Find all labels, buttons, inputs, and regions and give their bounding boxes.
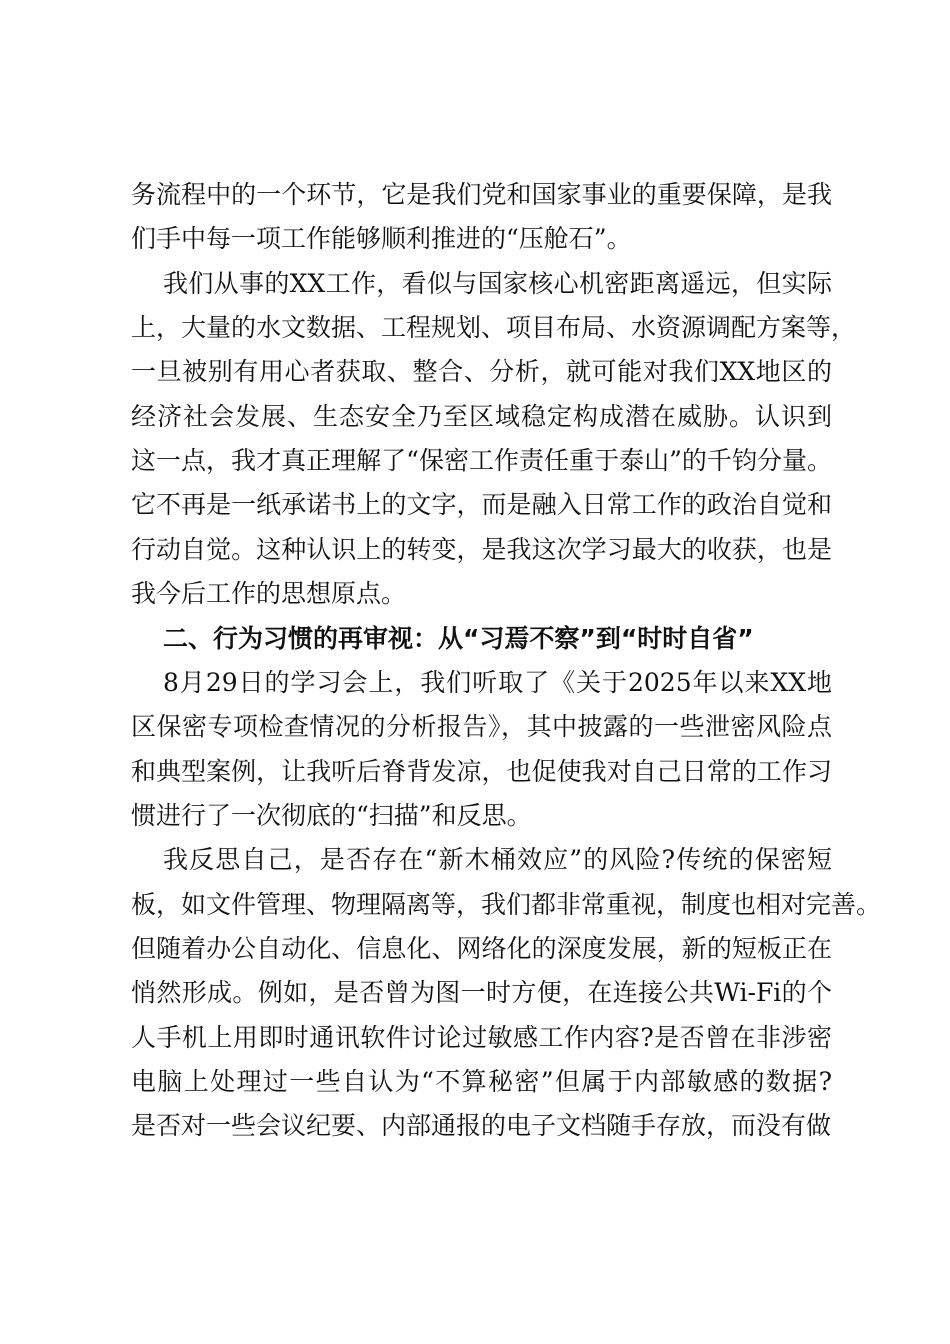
paragraph-line: 我们从事的XX工作，看似与国家核心机密距离遥远，但实际 <box>163 268 832 298</box>
paragraph-line: 行动自觉。这种认识上的转变，是我这次学习最大的收获，也是 <box>131 534 832 564</box>
section-heading: 二、行为习惯的再审视：从“习焉不察”到“时时自省” <box>163 623 754 653</box>
paragraph-line: 这一点，我才真正理解了“保密工作责任重于泰山”的千钧分量。 <box>131 446 832 476</box>
paragraph-line: 电脑上处理过一些自认为“不算秘密”但属于内部敏感的数据? <box>131 1067 832 1096</box>
paragraph-line: 经济社会发展、生态安全乃至区域稳定构成潜在威胁。认识到 <box>131 401 832 431</box>
paragraph-line: 和典型案例，让我听后脊背发凉，也促使我对自己日常的工作习 <box>131 756 832 786</box>
paragraph-line: 但随着办公自动化、信息化、网络化的深度发展，新的短板正在 <box>131 933 832 963</box>
paragraph-line: 们手中每一项工作能够顺利推进的“压舱石”。 <box>131 224 632 254</box>
paragraph-line: 板，如文件管理、物理隔离等，我们都非常重视，制度也相对完善。 <box>131 889 882 919</box>
paragraph-line: 它不再是一纸承诺书上的文字，而是融入日常工作的政治自觉和 <box>131 490 832 520</box>
paragraph-line: 我今后工作的思想原点。 <box>131 579 407 609</box>
paragraph-line: 我反思自己，是否存在“新木桶效应”的风险?传统的保密短 <box>163 845 832 875</box>
paragraph-line: 8月29日的学习会上，我们听取了《关于2025年以来XX地 <box>163 667 832 697</box>
paragraph-line: 务流程中的一个环节，它是我们党和国家事业的重要保障，是我 <box>131 180 832 209</box>
paragraph-line: 区保密专项检查情况的分析报告》，其中披露的一些泄密风险点 <box>131 712 832 742</box>
paragraph-line: 上，大量的水文数据、工程规划、项目布局、水资源调配方案等， <box>131 313 857 343</box>
paragraph-line: 惯进行了一次彻底的“扫描”和反思。 <box>131 800 532 830</box>
paragraph-line: 悄然形成。例如，是否曾为图一时方便，在连接公共Wi-Fi的个 <box>131 978 832 1008</box>
paragraph-line: 是否对一些会议纪要、内部通报的电子文档随手存放，而没有做 <box>131 1111 832 1141</box>
paragraph-line: 一旦被别有用心者获取、整合、分析，就可能对我们XX地区的 <box>131 357 832 387</box>
paragraph-line: 人手机上用即时通讯软件讨论过敏感工作内容?是否曾在非涉密 <box>131 1022 832 1052</box>
